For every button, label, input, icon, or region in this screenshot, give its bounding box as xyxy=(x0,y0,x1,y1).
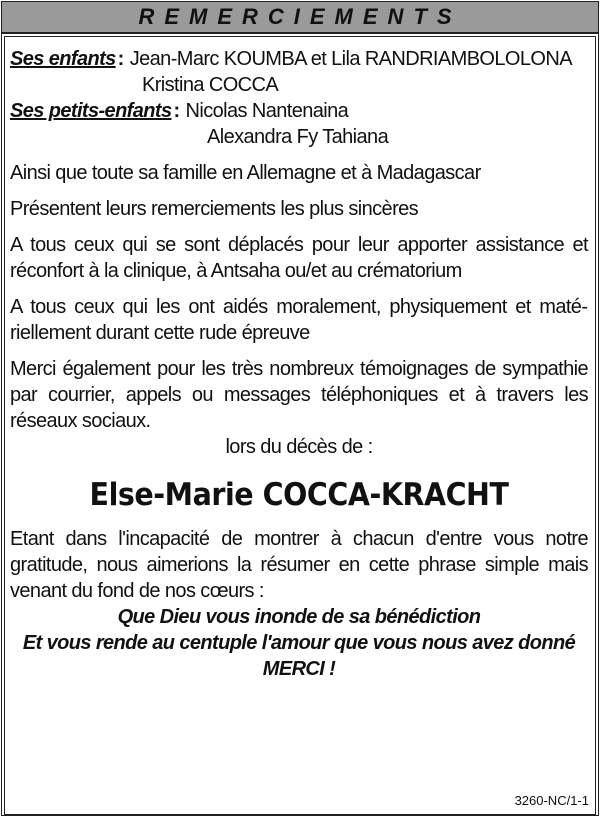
children-label: Ses enfants xyxy=(10,48,116,70)
notice-body xyxy=(4,36,596,815)
occasion-line: lors du décès de : xyxy=(225,436,373,458)
children-names-2: Kristina COCCA xyxy=(142,74,279,96)
blessing-line-2: Et vous rende au centuple l'amour que vous nous avez donné xyxy=(22,632,576,654)
blessing-line-1: Que Dieu vous inonde de sa bénédiction xyxy=(117,606,481,628)
reference-code: 3260-NC/1-1 xyxy=(514,793,589,808)
assistance-paragraph: A tous ceux qui se sont déplacés pour leur apporter assistance et réconfort à la clinique, à Antsaha ou/et au crématorium xyxy=(10,234,588,282)
grandchildren-names-2: Alexandra Fy Tahiana xyxy=(207,126,389,148)
grandchildren-row xyxy=(10,98,588,124)
notice xyxy=(1,1,599,816)
gratitude-paragraph: Etant dans l'incapacité de montrer à chacun d'entre vous notre gratitude, nous aimerions la résumer en cette phrase simple mais venant du fond de nos cœurs : xyxy=(10,528,588,602)
grandchildren-label: Ses petits-enfants xyxy=(10,100,172,122)
grandchildren-names: Nicolas Nantenaina xyxy=(185,100,349,122)
sympathy-paragraph: Merci également pour les très nombreux témoignages de sympathie par courrier, appels ou messages téléphoniques et à travers les réseaux sociaux. xyxy=(10,358,588,432)
support-paragraph: A tous ceux qui les ont aidés moralement, physiquement et matériellement durant cette rude épreuve xyxy=(10,296,588,344)
children-names: Jean-Marc KOUMBA et Lila RANDRIAMBOLOLONA xyxy=(129,48,572,70)
notice-title: REMERCIEMENTS xyxy=(2,2,598,34)
deceased-name: Else-Marie COCCA-KRACHT xyxy=(89,477,509,513)
grandchildren-colon: : xyxy=(173,100,180,122)
children-colon: : xyxy=(117,48,124,70)
children-row xyxy=(10,46,588,72)
thanks-paragraph: Présentent leurs remerciements les plus sincères xyxy=(10,198,419,220)
family-paragraph: Ainsi que toute sa famille en Allemagne et à Madagascar xyxy=(10,162,481,184)
merci-line: MERCI ! xyxy=(262,658,336,680)
